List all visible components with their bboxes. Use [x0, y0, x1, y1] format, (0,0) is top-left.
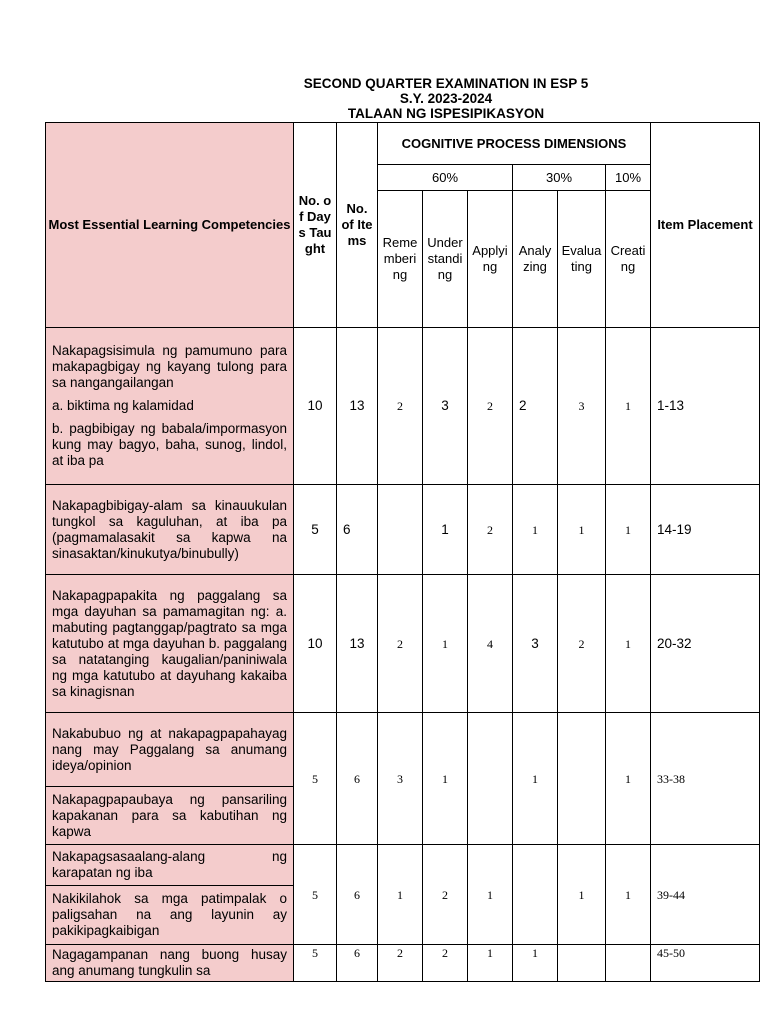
- school-year: S.Y. 2023-2024: [399, 91, 493, 106]
- applying-value: 2: [468, 328, 513, 485]
- remembering-value: 2: [378, 945, 423, 982]
- analyzing-value: 2: [513, 328, 558, 485]
- days-value: 5: [294, 945, 337, 982]
- table-title: TALAAN NG ISPESIPIKASYON: [347, 106, 545, 121]
- analyzing-value: 1: [513, 945, 558, 982]
- header-days-taught: No. of Days Taught: [294, 123, 337, 328]
- evaluating-value: [558, 945, 606, 982]
- table-row: [46, 575, 760, 713]
- header-applying: Applying: [468, 191, 513, 328]
- placement-value: 20-32: [651, 575, 760, 713]
- evaluating-value: 3: [558, 328, 606, 485]
- exam-title: SECOND QUARTER EXAMINATION IN ESP 5: [303, 76, 589, 91]
- creating-value: 1: [606, 485, 651, 575]
- header-30-percent: 30%: [513, 165, 606, 191]
- analyzing-value: 1: [513, 485, 558, 575]
- competency-text: Nakapagpapaubaya ng pansariling kapakanan para sa kabutihan ng kapwa: [52, 791, 287, 839]
- placement-value: 33-38: [651, 713, 760, 845]
- competency-cell: [46, 713, 294, 787]
- items-value: 6: [337, 845, 378, 945]
- understanding-value: 2: [423, 945, 468, 982]
- placement-value: 14-19: [651, 485, 760, 575]
- analyzing-value: [513, 845, 558, 945]
- creating-value: 1: [606, 713, 651, 845]
- table-row: [46, 845, 760, 886]
- table-row: [46, 328, 760, 485]
- table-row: [46, 485, 760, 575]
- applying-value: 1: [468, 845, 513, 945]
- understanding-value: 1: [423, 713, 468, 845]
- competency-text: Nakapagpapakita ng paggalang sa mga dayuhan sa pamamagitan ng: a. mabuting pagtanggap/pagtrato sa mga katutubo at mga dayuhan b. paggalang sa natatanging kaugalian/paniniwala ng mga katutubo at dayuhang kakaiba sa kinagisnan: [52, 587, 287, 699]
- evaluating-value: [558, 713, 606, 845]
- competency-text: Nakapagsasaalang-alang ng karapatan ng iba: [52, 849, 287, 880]
- items-value: 6: [337, 485, 378, 575]
- header-competencies: Most Essential Learning Competencies: [46, 123, 294, 328]
- creating-value: 1: [606, 328, 651, 485]
- items-value: 6: [337, 945, 378, 982]
- analyzing-value: 1: [513, 713, 558, 845]
- header-creating: Creating: [606, 191, 651, 328]
- specification-table: [45, 122, 760, 982]
- items-value: 13: [337, 575, 378, 713]
- evaluating-value: 1: [558, 485, 606, 575]
- items-value: 6: [337, 713, 378, 845]
- remembering-value: 1: [378, 845, 423, 945]
- applying-value: 4: [468, 575, 513, 713]
- competency-cell: [46, 485, 294, 575]
- days-value: 10: [294, 328, 337, 485]
- remembering-value: 2: [378, 328, 423, 485]
- analyzing-value: 3: [513, 575, 558, 713]
- competency-text: Nakikilahok sa mga patimpalak o paligsahan na ang layunin ay pakikipagkaibigan: [52, 891, 287, 938]
- competency-cell: [46, 886, 294, 945]
- competency-cell: [46, 787, 294, 845]
- applying-value: 2: [468, 485, 513, 575]
- table-row: [46, 713, 760, 787]
- days-value: 5: [294, 713, 337, 845]
- header-evaluating: Evaluating: [558, 191, 606, 328]
- competency-cell: [46, 845, 294, 886]
- header-10-percent: 10%: [606, 165, 651, 191]
- header-60-percent: 60%: [378, 165, 513, 191]
- competency-cell: [46, 575, 294, 713]
- remembering-value: 3: [378, 713, 423, 845]
- remembering-value: [378, 485, 423, 575]
- header-understanding: Understanding: [423, 191, 468, 328]
- understanding-value: 2: [423, 845, 468, 945]
- days-value: 5: [294, 485, 337, 575]
- competency-text: Nagagampanan nang buong husay ang anumang tungkulin sa: [52, 947, 287, 978]
- days-value: 10: [294, 575, 337, 713]
- understanding-value: 1: [423, 485, 468, 575]
- items-value: 13: [337, 328, 378, 485]
- header-item-placement: Item Placement: [651, 123, 760, 328]
- header-remembering: Remembering: [378, 191, 423, 328]
- competency-text: Nakapagsisimula ng pamumuno para makapagbigay ng kayang tulong para sa nangangailangan: [52, 343, 287, 390]
- competency-cell: [46, 945, 294, 982]
- competency-text: b. pagbibigay ng babala/impormasyon kung may bagyo, baha, sunog, lindol, at iba pa: [52, 421, 287, 468]
- header-no-of-items: No. of Items: [337, 123, 378, 328]
- competency-cell: [46, 328, 294, 485]
- placement-value: 45-50: [651, 945, 760, 982]
- applying-value: [468, 713, 513, 845]
- creating-value: [606, 945, 651, 982]
- days-value: 5: [294, 845, 337, 945]
- understanding-value: 1: [423, 575, 468, 713]
- applying-value: 1: [468, 945, 513, 982]
- competency-text: Nakabubuo ng at nakapagpapahayag nang may Paggalang sa anumang ideya/opinion: [52, 725, 287, 773]
- table-row: [46, 945, 760, 982]
- header-analyzing: Analyzing: [513, 191, 558, 328]
- competency-text: Nakapagbibigay-alam sa kinauukulan tungkol sa kaguluhan, at iba pa (pagmamalasakit sa kapwa na sinasaktan/kinukutya/binubully): [52, 497, 287, 561]
- creating-value: 1: [606, 845, 651, 945]
- placement-value: 39-44: [651, 845, 760, 945]
- evaluating-value: 1: [558, 845, 606, 945]
- competency-text: a. biktima ng kalamidad: [52, 398, 194, 413]
- evaluating-value: 2: [558, 575, 606, 713]
- creating-value: 1: [606, 575, 651, 713]
- header-cognitive-dimensions: COGNITIVE PROCESS DIMENSIONS: [378, 123, 651, 165]
- placement-value: 1-13: [651, 328, 760, 485]
- understanding-value: 3: [423, 328, 468, 485]
- remembering-value: 2: [378, 575, 423, 713]
